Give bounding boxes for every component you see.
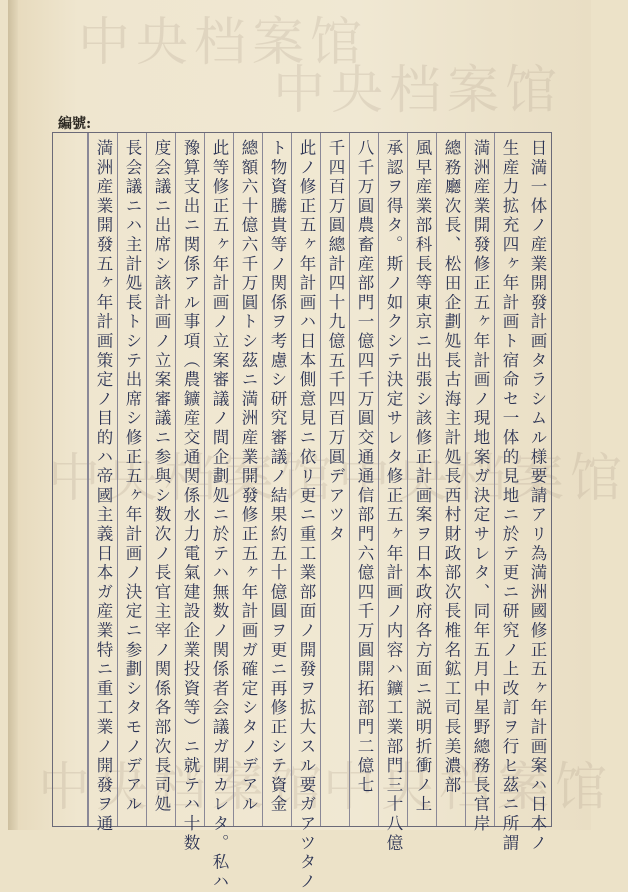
manuscript-column: [291, 133, 320, 892]
manuscript-column: [349, 133, 378, 826]
manuscript-column: [233, 133, 262, 826]
manuscript-column: [117, 133, 146, 826]
document-page: [8, 0, 628, 892]
manuscript-column: [262, 133, 291, 826]
manuscript-line: 八千万圓農畜産部門一億四千万圓交通通信部門六億四千万圓開拓部門二億七: [355, 139, 374, 796]
manuscript-line: 生産力拡充四ヶ年計画ト宿命セ一体的見地ニ於テ更ニ研究ノ上改訂ヲ行ヒ茲ニ所謂: [500, 139, 519, 854]
manuscript-line: 總務廳次長、松田企劃処長古海主計処長西村財政部次長椎名鉱工司長美濃部: [442, 139, 461, 796]
manuscript-column: [175, 133, 204, 854]
manuscript-line: 満洲産業開發修正五ヶ年計画ノ現地案ガ決定サレタ、同年五月中星野總務長官岸: [471, 139, 490, 834]
manuscript-column: [407, 133, 436, 826]
archive-watermark: 中央档案馆: [48, 449, 339, 509]
manuscript-line: 承認ヲ得タ。斯ノ如クシテ決定サレタ修正五ヶ年計画ノ内容ハ鑛工業部門三十八億: [384, 139, 403, 854]
manuscript-line: 此等修正五ヶ年計画ノ立案審議ノ間企劃処ニ於テハ無数ノ関係者会議ガ開カレタ。私ハ: [210, 139, 229, 892]
manuscript-line: 此ノ修正五ヶ年計画ハ日本側意見ニ依リ更ニ重工業部面ノ開發ヲ拡大スル要ガアツタノ: [297, 139, 316, 892]
manuscript-line: 長会議ニハ主計処長トシテ出席シ修正五ヶ年計画ノ決定ニ参劃シタモノデアル: [123, 139, 142, 815]
manuscript-column: [88, 133, 117, 834]
archive-watermark: 中央档案馆: [78, 13, 369, 73]
manuscript-column: [378, 133, 407, 854]
archive-watermark: 中央档案馆: [323, 758, 614, 818]
manuscript-line: 豫算支出ニ関係アル事項（農鑛産交通関係水力電氣建設企業投資等）ニ就テハ十数: [181, 139, 200, 854]
archive-watermark: 中央档案馆: [338, 449, 628, 509]
manuscript-line: 風早産業部科長等東京ニ出張シ該修正計画案ヲ日本政府各方面ニ説明折衝ノ上: [413, 139, 432, 815]
serial-number-label: 編號:: [58, 116, 92, 132]
page-binding-edge: [8, 0, 18, 830]
manuscript-column: [436, 133, 465, 826]
manuscript-line: 日満一体ノ産業開發計画タラシムル様要請アリ為満洲國修正五ヶ年計画案ハ日本ノ: [528, 139, 547, 854]
manuscript-line: 千四百万圓總計四十九億五千四百万圓デアツタ: [326, 139, 345, 545]
manuscript-line: 總額六十億六千万圓トシ茲ニ満洲産業開發修正五ヶ年計画ガ確定シタノデアル: [239, 139, 258, 815]
manuscript-column: [320, 133, 349, 826]
archive-watermark: 中央档案馆: [273, 61, 564, 121]
manuscript-line: 満洲産業開發五ヶ年計画策定ノ目的ハ帝國主義日本ガ産業特ニ重工業ノ開發ヲ通: [94, 139, 113, 834]
grid-margin-strip: [53, 133, 88, 826]
manuscript-column: [146, 133, 175, 826]
manuscript-column: [465, 133, 494, 834]
archive-watermark: 中央档案馆: [38, 758, 329, 818]
manuscript-column: [523, 133, 552, 854]
manuscript-line: 度会議ニ出席シ該計画ノ立案審議ニ参與シ数次ノ長官主宰ノ関係各部次長司処: [152, 139, 171, 815]
manuscript-grid: [52, 132, 552, 892]
manuscript-column: [494, 133, 523, 854]
manuscript-column: [204, 133, 233, 892]
manuscript-line: ト物資騰貴等ノ関係ヲ考慮シ研究審議ノ結果約五十億圓ヲ更ニ再修正シテ資金: [268, 139, 287, 815]
